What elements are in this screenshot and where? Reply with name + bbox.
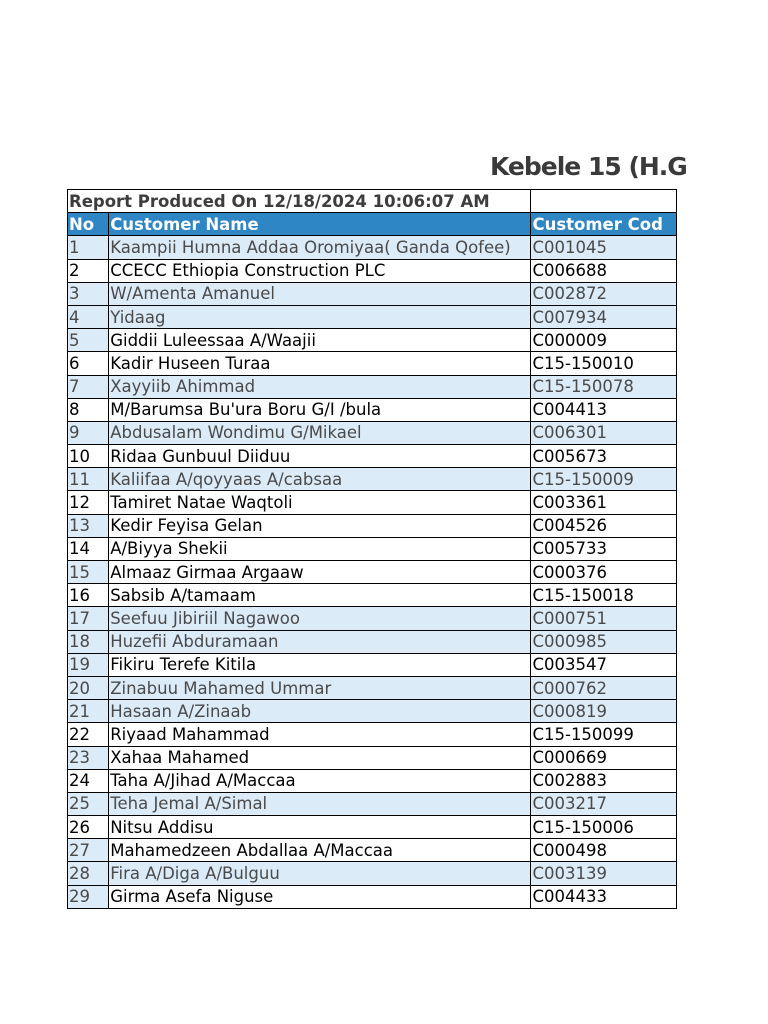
customer-name-cell: Yidaag [109, 305, 531, 328]
customer-code-cell: C003217 [531, 792, 677, 815]
customer-code-cell: C000762 [531, 676, 677, 699]
customer-code-cell: C001045 [531, 236, 677, 259]
row-number: 6 [68, 352, 109, 375]
header-customer-code: Customer Cod [531, 213, 677, 236]
customer-name-cell: Mahamedzeen Abdallaa A/Maccaa [109, 839, 531, 862]
customer-name-cell: Teha Jemal A/Simal [109, 792, 531, 815]
customer-name-cell: Tamiret Natae Waqtoli [109, 491, 531, 514]
row-number: 18 [68, 630, 109, 653]
customer-name-cell: CCECC Ethiopia Construction PLC [109, 259, 531, 282]
customer-code-cell: C003361 [531, 491, 677, 514]
table-row [68, 305, 677, 328]
table-row [68, 398, 677, 421]
header-no: No [68, 213, 109, 236]
table-row [68, 421, 677, 444]
customer-code-cell: C005733 [531, 537, 677, 560]
table-row [68, 491, 677, 514]
row-number: 26 [68, 816, 109, 839]
customer-code-cell: C15-150009 [531, 468, 677, 491]
customer-name-cell: A/Biyya Shekii [109, 537, 531, 560]
customer-code-cell: C006688 [531, 259, 677, 282]
table-row [68, 329, 677, 352]
row-number: 7 [68, 375, 109, 398]
table-row [68, 537, 677, 560]
table-row [68, 259, 677, 282]
customer-name-cell: Xahaa Mahamed [109, 746, 531, 769]
row-number: 11 [68, 468, 109, 491]
table-row [68, 630, 677, 653]
customer-code-cell: C15-150010 [531, 352, 677, 375]
table-row [68, 723, 677, 746]
customer-name-cell: M/Barumsa Bu'ura Boru G/I /bula [109, 398, 531, 421]
report-title: Kebele 15 (H.G [490, 152, 687, 181]
row-number: 8 [68, 398, 109, 421]
table-row [68, 700, 677, 723]
customer-name-cell: Zinabuu Mahamed Ummar [109, 676, 531, 699]
table-row [68, 816, 677, 839]
row-number: 2 [68, 259, 109, 282]
customer-name-cell: Xayyiib Ahimmad [109, 375, 531, 398]
customer-name-cell: Seefuu Jibiriil Nagawoo [109, 607, 531, 630]
customer-code-cell: C006301 [531, 421, 677, 444]
table-row [68, 769, 677, 792]
customer-name-cell: Kadir Huseen Turaa [109, 352, 531, 375]
table-row [68, 607, 677, 630]
customer-name-cell: Nitsu Addisu [109, 816, 531, 839]
customer-name-cell: Fira A/Diga A/Bulguu [109, 862, 531, 885]
customer-code-cell: C002872 [531, 282, 677, 305]
row-number: 19 [68, 653, 109, 676]
row-number: 20 [68, 676, 109, 699]
customer-code-cell: C000498 [531, 839, 677, 862]
customer-name-cell: Almaaz Girmaa Argaaw [109, 561, 531, 584]
customer-name-cell: Kaliifaa A/qoyyaas A/cabsaa [109, 468, 531, 491]
customer-name-cell: W/Amenta Amanuel [109, 282, 531, 305]
row-number: 15 [68, 561, 109, 584]
row-number: 17 [68, 607, 109, 630]
table-row [68, 352, 677, 375]
table-header-row [68, 213, 677, 236]
table-row [68, 236, 677, 259]
customer-name-cell: Girma Asefa Niguse [109, 885, 531, 908]
customer-code-cell: C002883 [531, 769, 677, 792]
customer-code-cell: C003139 [531, 862, 677, 885]
row-number: 29 [68, 885, 109, 908]
row-number: 24 [68, 769, 109, 792]
table-row [68, 561, 677, 584]
customer-code-cell: C004433 [531, 885, 677, 908]
customer-code-cell: C004526 [531, 514, 677, 537]
customer-code-cell: C000819 [531, 700, 677, 723]
row-number: 10 [68, 445, 109, 468]
row-number: 3 [68, 282, 109, 305]
customer-code-cell: C007934 [531, 305, 677, 328]
customer-name-cell: Taha A/Jihad A/Maccaa [109, 769, 531, 792]
customer-name-cell: Kedir Feyisa Gelan [109, 514, 531, 537]
row-number: 4 [68, 305, 109, 328]
table-row [68, 514, 677, 537]
report-info-row [68, 190, 677, 213]
customer-name-cell: Sabsib A/tamaam [109, 584, 531, 607]
row-number: 27 [68, 839, 109, 862]
row-number: 28 [68, 862, 109, 885]
table-row [68, 792, 677, 815]
row-number: 14 [68, 537, 109, 560]
customer-code-cell: C005673 [531, 445, 677, 468]
customer-name-cell: Kaampii Humna Addaa Oromiyaa( Ganda Qofee) [109, 236, 531, 259]
customer-code-cell: C15-150099 [531, 723, 677, 746]
customer-code-cell: C000985 [531, 630, 677, 653]
row-number: 25 [68, 792, 109, 815]
customer-name-cell: Huzefii Abduramaan [109, 630, 531, 653]
row-number: 13 [68, 514, 109, 537]
table-row [68, 653, 677, 676]
customer-name-cell: Giddii Luleessaa A/Waajii [109, 329, 531, 352]
customer-code-cell: C000376 [531, 561, 677, 584]
row-number: 1 [68, 236, 109, 259]
row-number: 9 [68, 421, 109, 444]
table-row [68, 468, 677, 491]
customer-code-cell: C000751 [531, 607, 677, 630]
table-row [68, 676, 677, 699]
customer-name-cell: Riyaad Mahammad [109, 723, 531, 746]
customer-code-cell: C000009 [531, 329, 677, 352]
customer-code-cell: C000669 [531, 746, 677, 769]
customer-code-cell: C003547 [531, 653, 677, 676]
customer-name-cell: Ridaa Gunbuul Diiduu [109, 445, 531, 468]
row-number: 16 [68, 584, 109, 607]
table-row [68, 839, 677, 862]
table-row [68, 375, 677, 398]
table-row [68, 746, 677, 769]
report-produced-on: Report Produced On 12/18/2024 10:06:07 AM [68, 190, 531, 213]
table-row [68, 885, 677, 908]
customer-code-cell: C15-150078 [531, 375, 677, 398]
report-info-empty-cell [531, 190, 677, 213]
row-number: 21 [68, 700, 109, 723]
customer-name-cell: Hasaan A/Zinaab [109, 700, 531, 723]
table-row [68, 584, 677, 607]
table-row [68, 445, 677, 468]
table-row [68, 862, 677, 885]
customer-code-cell: C15-150006 [531, 816, 677, 839]
customer-name-cell: Fikiru Terefe Kitila [109, 653, 531, 676]
row-number: 22 [68, 723, 109, 746]
customer-name-cell: Abdusalam Wondimu G/Mikael [109, 421, 531, 444]
row-number: 23 [68, 746, 109, 769]
customer-code-cell: C15-150018 [531, 584, 677, 607]
customer-code-cell: C004413 [531, 398, 677, 421]
customer-table [67, 189, 677, 909]
header-customer-name: Customer Name [109, 213, 531, 236]
row-number: 12 [68, 491, 109, 514]
table-row [68, 282, 677, 305]
row-number: 5 [68, 329, 109, 352]
